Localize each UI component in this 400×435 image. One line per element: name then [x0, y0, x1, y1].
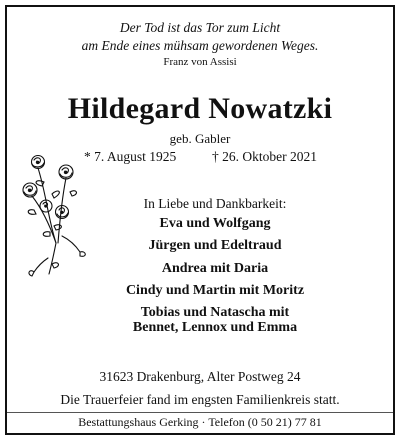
mourner-line: Cindy und Martin mit Moritz: [125, 283, 305, 298]
maiden-name: geb. Gabler: [169, 131, 231, 146]
death-date: † 26. Oktober 2021: [212, 149, 317, 164]
mourners-intro: In Liebe und Dankbarkeit:: [143, 196, 287, 211]
mourner-line: Jürgen und Edeltraud: [148, 238, 282, 253]
funeral-note: Die Trauerfeier fand im engsten Familienkreis statt.: [60, 392, 340, 407]
mourner-line: Bennet, Lennox und Emma: [132, 320, 298, 335]
quote-author: Franz von Assisi: [163, 56, 237, 68]
mourner-line: Eva und Wolfgang: [159, 216, 271, 231]
birth-date: * 7. August 1925: [84, 149, 177, 164]
mourner-line: Andrea mit Daria: [161, 261, 269, 276]
mourner-line: Tobias und Natascha mit: [140, 305, 290, 320]
quote-line-2: am Ende eines mühsam gewordenen Weges.: [81, 38, 319, 53]
roses-icon: [18, 148, 108, 278]
address: 31623 Drakenburg, Alter Postweg 24: [99, 369, 301, 384]
quote-line-1: Der Tod ist das Tor zum Licht: [119, 20, 281, 35]
deceased-name: Hildegard Nowatzki: [67, 92, 333, 125]
footer-divider: [7, 412, 393, 413]
funeral-home-footer: Bestattungshaus Gerking · Telefon (0 50 21) 77 81: [78, 415, 322, 429]
